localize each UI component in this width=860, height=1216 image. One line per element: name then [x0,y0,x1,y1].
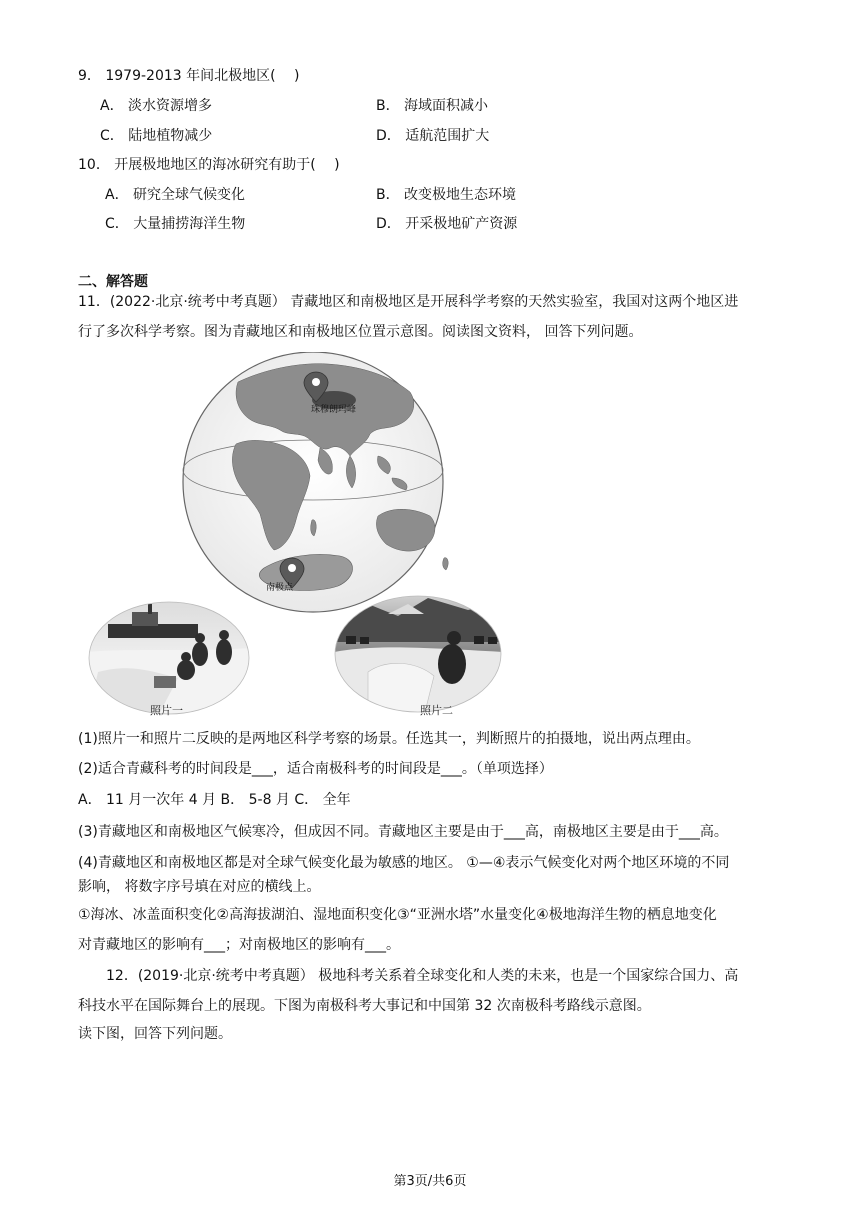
q10-option-c: C． 大量捕捞海洋生物 [105,216,246,232]
q11-sub2: (2)适合青藏科考的时间段是___，适合南极科考的时间段是___。（单项选择） [78,761,553,777]
q12-line1: 12．(2019·北京·统考中考真题） 极地科考关系着全球变化和人类的未来，也是一个国家综合国力、高 [106,968,739,984]
q11-sub4-line2: 影响， 将数字序号填在对应的横线上。 [78,879,321,895]
q11-sub4-line1: (4)青藏地区和南极地区都是对全球气候变化最为敏感的地区。 ①—④表示气候变化对两个地区环境的不同 [78,855,730,871]
q10-option-b: B． 改变极地生态环境 [376,187,517,203]
q11-intro-line2: 行了多次科学考察。图为青藏地区和南极地区位置示意图。阅读图文资料， 回答下列问题。 [78,324,643,340]
q9-option-c: C． 陆地植物减少 [100,128,213,144]
photo-one-image [88,600,250,716]
q12-line2: 科技水平在国际舞台上的展现。下图为南极科考大事记和中国第 32 次南极科考路线示意图。 [78,998,651,1014]
map-label-antarctic: 南极点 [266,583,294,593]
q11-intro-line1: 11．(2022·北京·统考中考真题） 青藏地区和南极地区是开展科学考察的天然实验室，我国对这两个地区进 [78,294,739,310]
photo-two-caption: 照片二 [420,704,453,717]
q11-figure [88,352,538,722]
q11-sub4-line3: ①海冰、冰盖面积变化②高海拔湖泊、湿地面积变化③“亚洲水塔”水量变化④极地海洋生物的栖息地变化 [78,907,717,923]
q12-line3: 读下图，回答下列问题。 [78,1026,232,1042]
q10-option-a: A． 研究全球气候变化 [105,187,246,203]
q11-sub4-line4: 对青藏地区的影响有___；对南极地区的影响有___。 [78,937,400,953]
q9-option-b: B． 海域面积减小 [376,98,489,114]
q10-option-d: D． 开采极地矿产资源 [376,216,518,232]
q9-option-a: A． 淡水资源增多 [100,98,213,114]
q11-sub3: (3)青藏地区和南极地区气候寒冷，但成因不同。青藏地区主要是由于___高，南极地区主要是由于___高。 [78,824,728,840]
q11-sub2-options: A． 11 月一次年 4 月 B． 5-8 月 C． 全年 [78,792,351,808]
page-number: 第3页/共6页 [393,1174,467,1189]
q10-stem: 10． 开展极地地区的海冰研究有助于( ) [78,157,340,173]
map-label-tibet: 珠穆朗玛峰 [311,405,357,415]
q11-sub1: (1)照片一和照片二反映的是两地区科学考察的场景。任选其一，判断照片的拍摄地，说出两点理由。 [78,731,700,747]
photo-one-caption: 照片一 [150,704,183,717]
section-title: 二、解答题 [78,274,148,290]
q9-option-d: D． 适航范围扩大 [376,128,490,144]
q9-stem: 9． 1979-2013 年间北极地区( ) [78,68,300,84]
